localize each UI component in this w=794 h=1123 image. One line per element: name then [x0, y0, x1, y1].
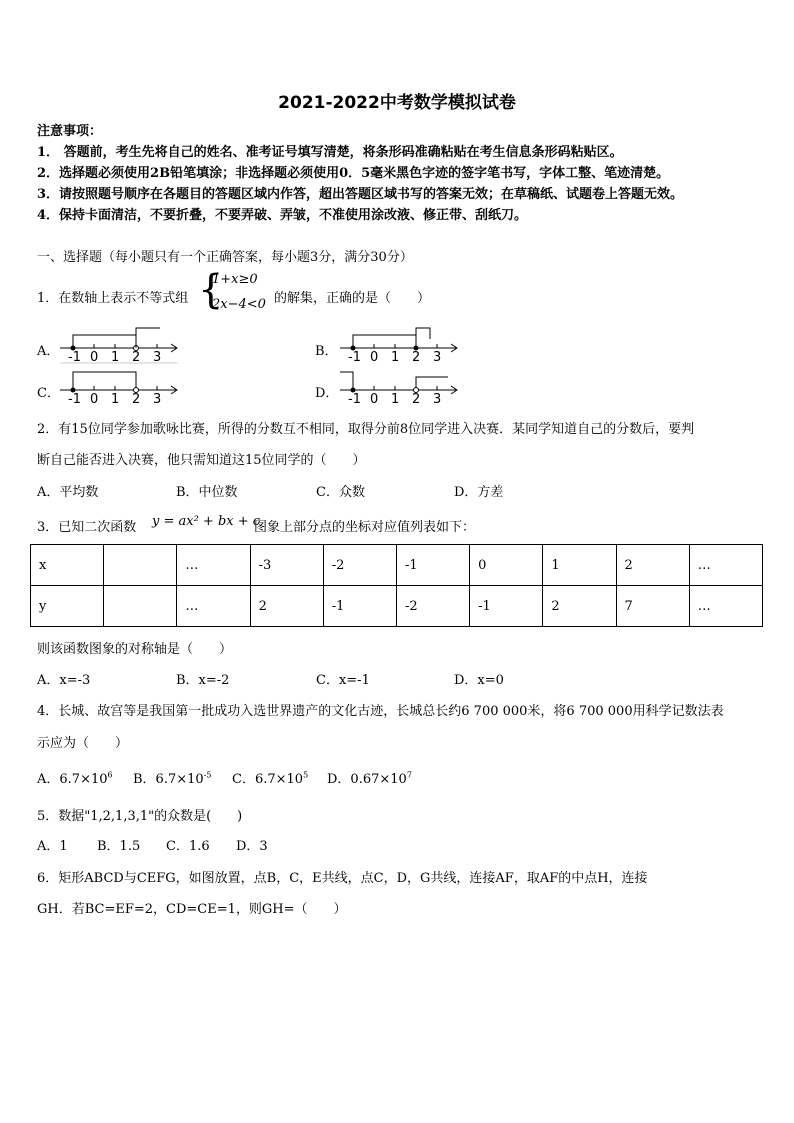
- inequality-1: 1+x≥0: [212, 272, 258, 287]
- tick-label: 3: [153, 350, 162, 365]
- option-c: C．众数: [316, 485, 365, 500]
- notice-item: 2．选择题必须使用2B铅笔填涂；非选择题必须使用0．5毫米黑色字迹的签字笔书写，字体工整、笔迹清楚。: [37, 166, 670, 181]
- option-d: D．x=0: [454, 673, 504, 688]
- question-2-line2: 断自己能否进入决赛，他只需知道这15位同学的（ ）: [37, 453, 366, 468]
- table-cell: 7: [616, 586, 689, 627]
- table-cell: [104, 586, 177, 627]
- option-a-label: A．: [37, 344, 60, 359]
- option-d: D．3: [236, 839, 268, 854]
- option-b: B．中位数: [176, 485, 238, 500]
- value-table: [30, 544, 763, 627]
- tick-label: 2: [412, 392, 421, 407]
- option-b: B．x=-2: [176, 673, 230, 688]
- option-d: D．方差: [454, 485, 504, 500]
- brace-symbol: {: [198, 267, 224, 313]
- tick-label: -1: [348, 350, 361, 365]
- table-row: [31, 586, 763, 627]
- tick-label: -1: [68, 392, 81, 407]
- table-cell: y: [31, 586, 104, 627]
- table-cell: -2: [396, 586, 469, 627]
- option-d-label: D．: [315, 386, 339, 401]
- number-line-c: [58, 367, 183, 407]
- option-a: A．$6.7\times 10^6$: [37, 770, 113, 787]
- question-3-formula: y = ax² + bx + c: [152, 514, 261, 529]
- table-cell: …: [689, 586, 762, 627]
- question-6-line1: 6．矩形ABCD与CEFG，如图放置，点B，C，E共线，点C，D，G共线，连接AF，取AF的中点H，连接: [37, 871, 648, 886]
- option-b-label: B．: [315, 344, 338, 359]
- question-2-line1: 2．有15位同学参加歌咏比赛，所得的分数互不相同，取得分前8位同学进入决赛．某同学知道自己的分数后，要判: [37, 422, 695, 437]
- table-cell: -2: [323, 545, 396, 586]
- option-d: D．$0.67\times 10^7$: [327, 770, 412, 787]
- tick-label: -1: [348, 392, 361, 407]
- table-cell: -1: [323, 586, 396, 627]
- tick-label: 0: [90, 350, 99, 365]
- question-4-line1: 4．长城、故宫等是我国第一批成功入选世界遗产的文化古迹，长城总长约6 700 000米，将6 700 000用科学记数法表: [37, 704, 724, 719]
- table-cell: x: [31, 545, 104, 586]
- table-cell: …: [177, 545, 250, 586]
- option-a: A．x=-3: [37, 673, 91, 688]
- tick-label: 1: [391, 350, 400, 365]
- tick-label: 1: [111, 392, 120, 407]
- option-c-label: C．: [37, 386, 60, 401]
- table-cell: 2: [250, 586, 323, 627]
- tick-label: -1: [68, 350, 81, 365]
- question-5-line: 5．数据"1,2,1,3,1"的众数是( ): [37, 809, 243, 824]
- option-a: A．平均数: [37, 485, 99, 500]
- tick-label: 3: [433, 392, 442, 407]
- option-a: A．1: [37, 839, 68, 854]
- table-row: [31, 545, 763, 586]
- tick-label: 2: [132, 392, 141, 407]
- table-cell: 0: [470, 545, 543, 586]
- table-cell: [104, 545, 177, 586]
- tick-label: 2: [412, 350, 421, 365]
- section-heading: 一、选择题（每小题只有一个正确答案，每小题3分，满分30分）: [37, 250, 413, 265]
- tick-label: 0: [370, 350, 379, 365]
- tick-label: 3: [153, 392, 162, 407]
- option-c: C．$6.7\times 10^5$: [232, 770, 309, 787]
- table-cell: -1: [396, 545, 469, 586]
- question-1-prefix: 1．在数轴上表示不等式组: [37, 291, 189, 306]
- notice-item: 4．保持卡面清洁，不要折叠，不要弄破、弄皱，不准使用涂改液、修正带、刮纸刀。: [37, 208, 528, 223]
- inequality-2: 2x−4<0: [212, 297, 266, 312]
- table-cell: -3: [250, 545, 323, 586]
- table-cell: 2: [543, 586, 616, 627]
- number-line-d: [338, 367, 463, 407]
- question-3-prefix: 3．已知二次函数: [37, 520, 137, 535]
- number-line-b: [338, 325, 463, 365]
- question-4-line2: 示应为（ ）: [37, 736, 129, 751]
- question-1-suffix: 的解集，正确的是（ ）: [274, 291, 431, 306]
- tick-label: 3: [433, 350, 442, 365]
- table-cell: 2: [616, 545, 689, 586]
- tick-label: 0: [90, 392, 99, 407]
- tick-label: 0: [370, 392, 379, 407]
- table-cell: -1: [470, 586, 543, 627]
- page-title: 2021-2022中考数学模拟试卷: [278, 93, 516, 113]
- option-c: C．1.6: [166, 839, 210, 854]
- option-c: C．x=-1: [316, 673, 370, 688]
- table-cell: …: [177, 586, 250, 627]
- notice-item: 3．请按照题号顺序在各题目的答题区域内作答，超出答题区域书写的答案无效；在草稿纸、试题卷上答题无效。: [37, 187, 684, 202]
- tick-label: 2: [132, 350, 141, 365]
- question-3-suffix: 图象上部分点的坐标对应值列表如下：: [254, 520, 476, 535]
- tick-label: 1: [111, 350, 120, 365]
- tick-label: 1: [391, 392, 400, 407]
- table-cell: 1: [543, 545, 616, 586]
- question-3-question: 则该函数图象的对称轴是（ ）: [37, 642, 233, 657]
- option-b: B．1.5: [97, 839, 141, 854]
- table-cell: …: [689, 545, 762, 586]
- notice-item: 1． 答题前，考生先将自己的姓名、准考证号填写清楚，将条形码准确粘贴在考生信息条形码粘贴区。: [37, 145, 623, 160]
- notice-heading: 注意事项：: [37, 124, 103, 139]
- question-6-line2: GH．若BC=EF=2，CD=CE=1，则GH=（ ）: [37, 902, 347, 917]
- option-b: B．$6.7\times 10^{-5}$: [133, 770, 212, 787]
- number-line-a: [58, 325, 183, 365]
